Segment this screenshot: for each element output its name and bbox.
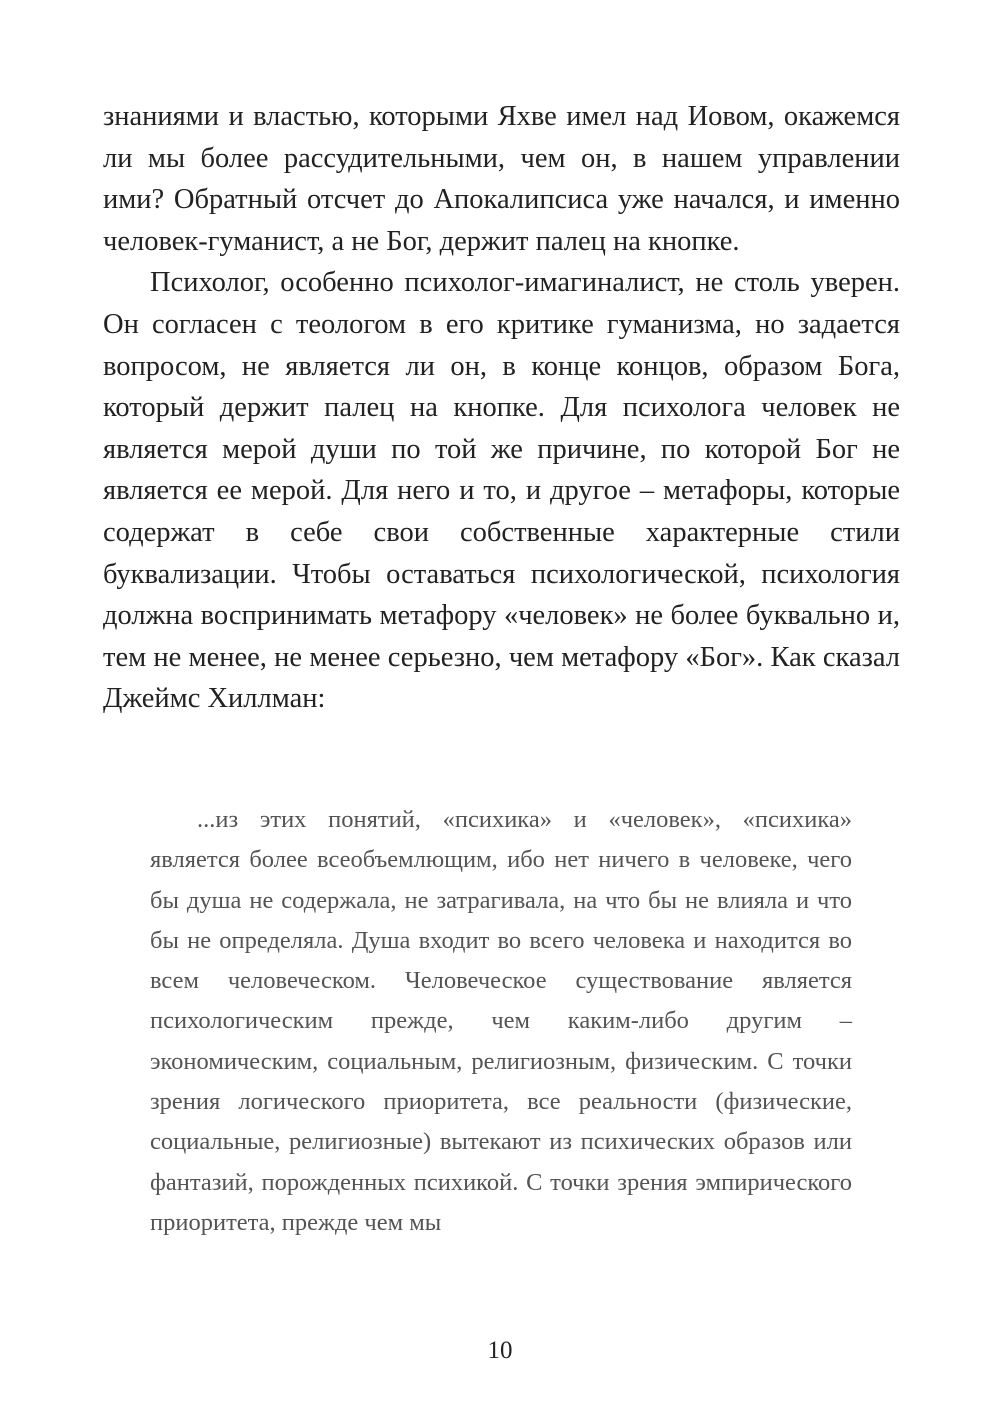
page-number: 10	[487, 1337, 513, 1364]
paragraph-continuation: знаниями и властью, которыми Яхве имел над Иовом, окажемся ли мы более рассудительными, чем он, в нашем управлении ими? Обратный отсчет до Апокалипсиса уже начался, и именно человек-гуманист, а не Бог, держит палец на кнопке.	[103, 101, 900, 257]
main-text	[103, 96, 900, 720]
hillman-quote	[150, 800, 852, 1243]
quote-text: ...из этих понятий, «психика» и «человек», «психика» является более всеобъемлющим, ибо нет ничего в человеке, чего бы душа не содержала, не затрагивала, на что бы не влияла и что бы не определяла. Душа входит во всего человека и находится во всем человеческом. Человеческое существование является психологическим прежде, чем каким-либо другим – экономическим, социальным, религиозным, физическим. С точки зрения логического приоритета, все реальности (физические, социальные, религиозные) вытекают из психических образов или фантазий, порожденных психикой. С точки зрения эмпирического приоритета, прежде чем мы	[150, 806, 852, 1236]
paragraph-psychologist: Психолог, особенно психолог-имагиналист, не столь уверен. Он согласен с теологом в его критике гуманизма, но задается вопросом, не является ли он, в конце концов, образом Бога, который держит палец на кнопке. Для психолога человек не является мерой души по той же причине, по которой Бог не является ее мерой. Для него и то, и другое – метафоры, которые содержат в себе свои собственные характерные стили буквализации. Чтобы оставаться психологической, психология должна воспринимать метафору «человек» не более буквально и, тем не менее, не менее серьезно, чем метафору «Бог». Как сказал Джеймс Хиллман:	[103, 267, 900, 715]
